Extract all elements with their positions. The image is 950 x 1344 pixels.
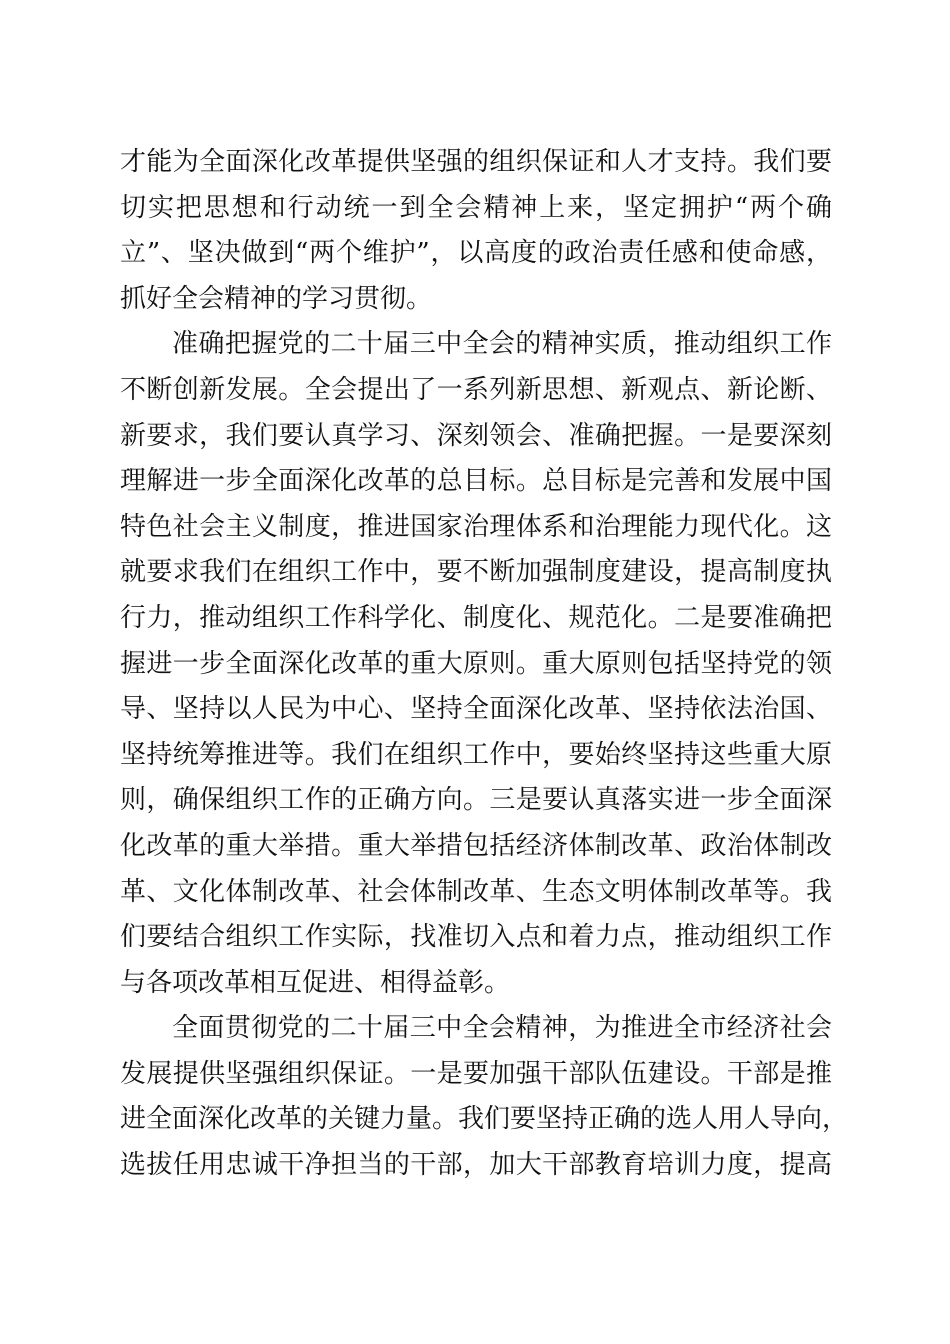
text-line: 立”、坚决做到“两个维护”，以高度的政治责任感和使命感， <box>120 238 832 269</box>
text-line: 才能为全面深化改革提供坚强的组织保证和人才支持。我们要 <box>120 147 832 177</box>
paragraph-3 <box>120 1006 849 1188</box>
text-line: 全面贯彻党的二十届三中全会精神，为推进全市经济社会 <box>172 1013 832 1044</box>
text-line: 不断创新发展。全会提出了一系列新思想、新观点、新论断、 <box>120 374 832 405</box>
paragraph-2 <box>120 322 832 1006</box>
text-line: 化改革的重大举措。重大举措包括经济体制改革、政治体制改 <box>120 830 832 861</box>
text-line: 则，确保组织工作的正确方向。三是要认真落实进一步全面深 <box>120 785 832 816</box>
text-line: 进全面深化改革的关键力量。我们要坚持正确的选人用人导向， <box>120 1104 849 1135</box>
text-line: 就要求我们在组织工作中，要不断加强制度建设，提高制度执 <box>120 557 832 588</box>
text-line: 选拔任用忠诚干净担当的干部，加大干部教育培训力度，提高 <box>120 1150 832 1181</box>
text-line: 特色社会主义制度，推进国家治理体系和治理能力现代化。这 <box>120 511 832 542</box>
text-line: 发展提供坚强组织保证。一是要加强干部队伍建设。干部是推 <box>120 1058 832 1089</box>
text-line: 行力，推动组织工作科学化、制度化、规范化。二是要准确把 <box>120 602 832 633</box>
body-text <box>120 140 849 1189</box>
text-line: 握进一步全面深化改革的重大原则。重大原则包括坚持党的领 <box>120 648 832 679</box>
text-line: 坚持统筹推进等。我们在组织工作中，要始终坚持这些重大原 <box>120 739 832 770</box>
text-line: 导、坚持以人民为中心、坚持全面深化改革、坚持依法治国、 <box>120 694 832 725</box>
text-line: 切实把思想和行动统一到全会精神上来，坚定拥护“两个确 <box>120 192 832 223</box>
text-line: 新要求，我们要认真学习、深刻领会、准确把握。一是要深刻 <box>120 420 832 451</box>
text-line: 革、文化体制改革、社会体制改革、生态文明体制改革等。我 <box>120 876 832 907</box>
text-line: 抓好全会精神的学习贯彻。 <box>120 283 433 314</box>
text-line: 与各项改革相互促进、相得益彰。 <box>120 967 511 998</box>
text-line: 们要结合组织工作实际，找准切入点和着力点，推动组织工作 <box>120 922 832 953</box>
paragraph-1 <box>120 140 832 322</box>
text-line: 准确把握党的二十届三中全会的精神实质，推动组织工作 <box>172 329 832 360</box>
text-line: 理解进一步全面深化改革的总目标。总目标是完善和发展中国 <box>120 466 832 497</box>
